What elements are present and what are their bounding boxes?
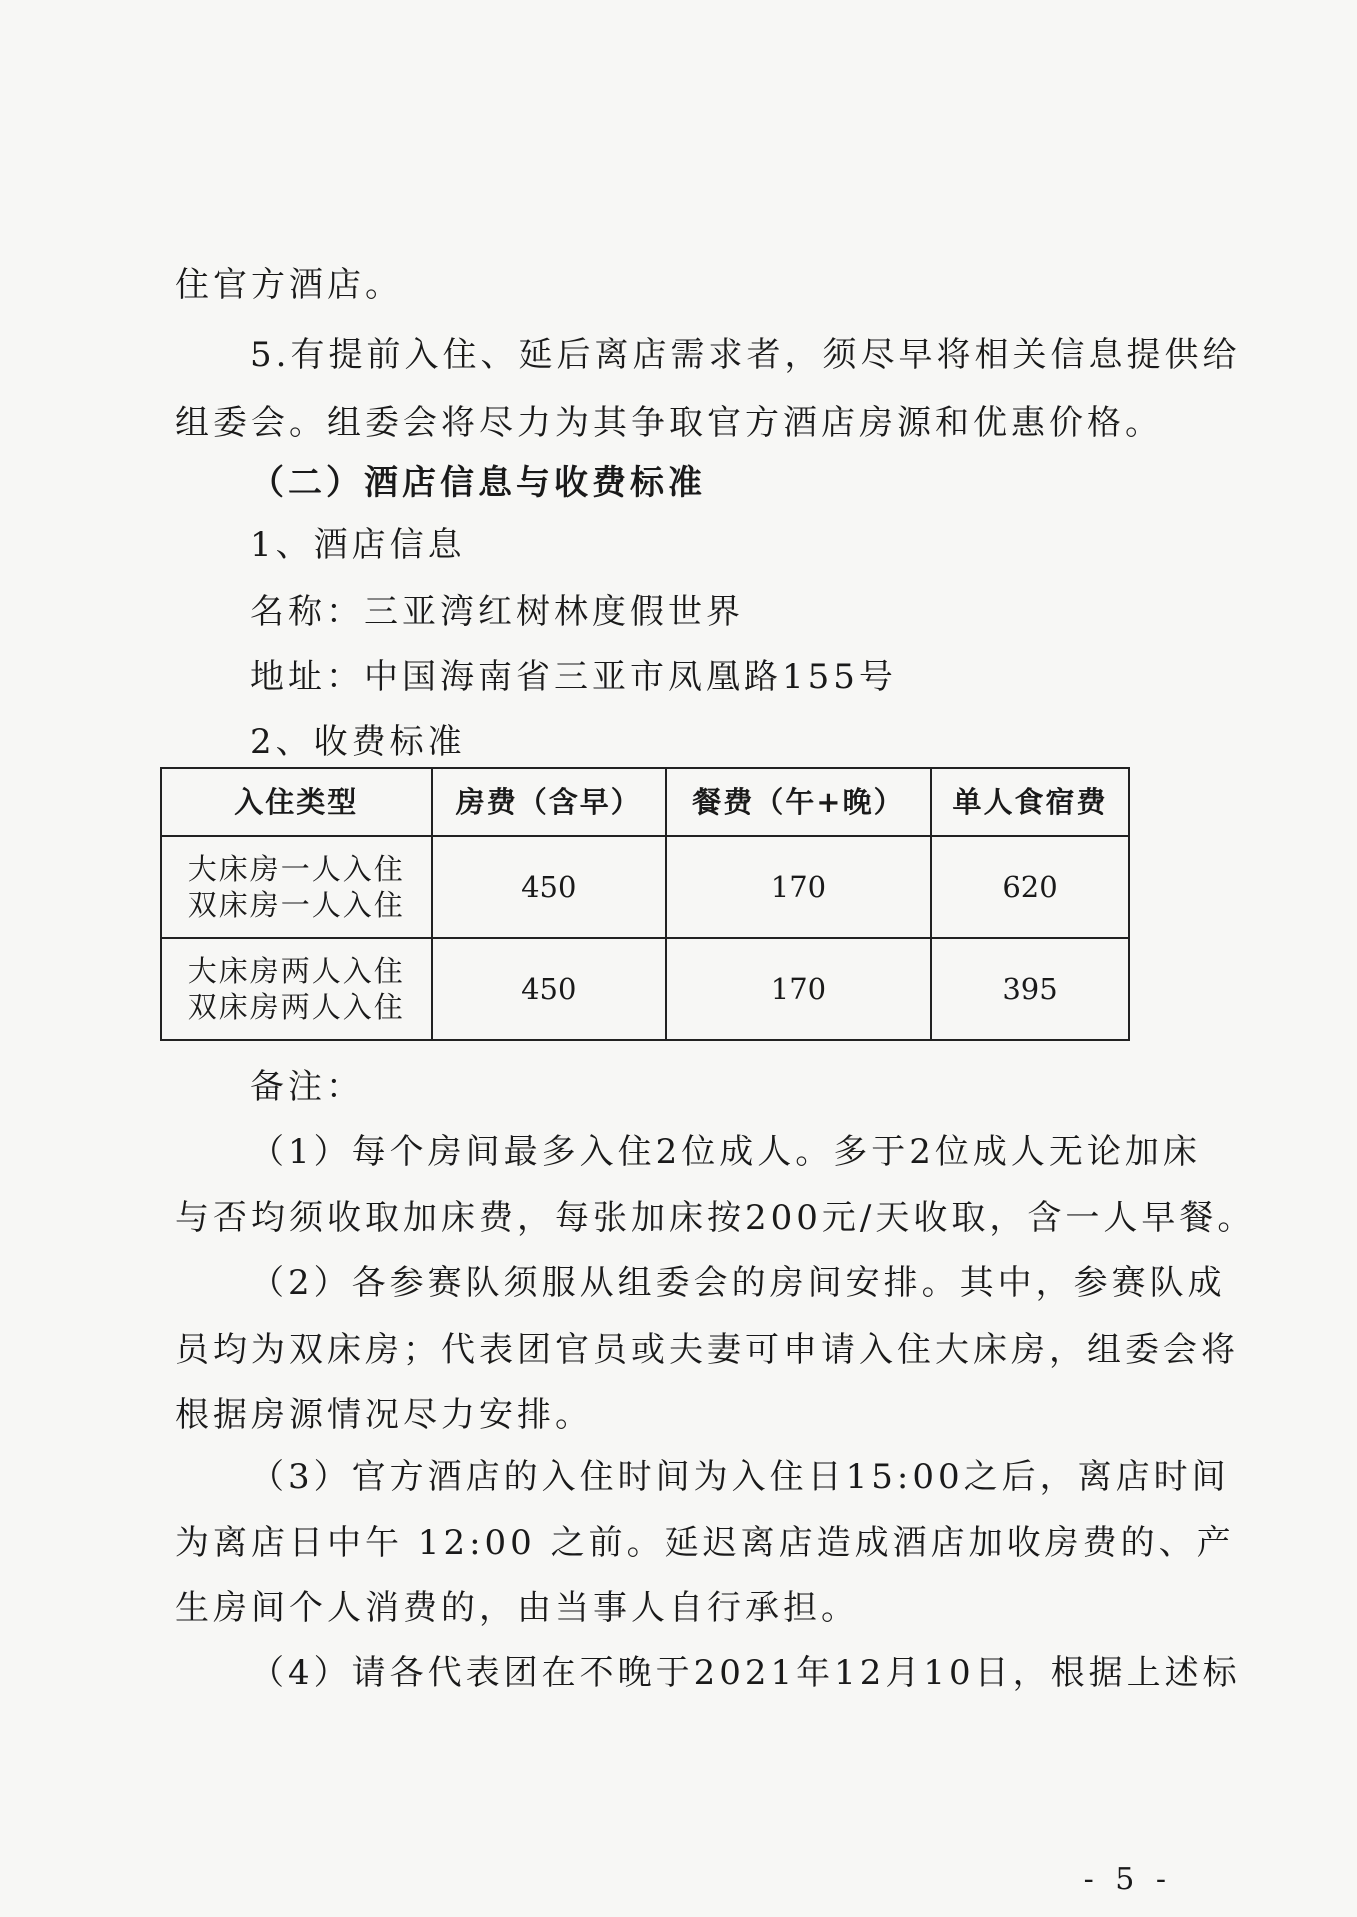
- note-line: 为离店日中午 12:00 之前。延迟离店造成酒店加收房费的、产: [175, 1523, 1235, 1563]
- meal-fee-cell: 170: [666, 836, 931, 938]
- total-fee-cell: 620: [931, 836, 1129, 938]
- paragraph-line: 住官方酒店。: [175, 265, 403, 305]
- table-header-cell: 房费（含早）: [432, 768, 666, 836]
- meal-fee-cell: 170: [666, 938, 931, 1040]
- room-type-line: 双床房两人入住: [187, 990, 405, 1024]
- room-type-line: 大床房一人入住: [187, 852, 405, 886]
- subheading: 2、收费标准: [250, 722, 466, 762]
- room-type-cell: [161, 836, 432, 938]
- note-line: （3）官方酒店的入住时间为入住日15:00之后，离店时间: [250, 1457, 1230, 1497]
- notes-title: 备注：: [250, 1067, 364, 1107]
- hotel-name: 名称：三亚湾红树林度假世界: [250, 592, 744, 632]
- room-type-line: 大床房两人入住: [187, 954, 405, 988]
- room-type-line: 双床房一人入住: [187, 888, 405, 922]
- note-line: 根据房源情况尽力安排。: [175, 1395, 593, 1435]
- room-type-cell: [161, 938, 432, 1040]
- paragraph-line: 组委会。组委会将尽力为其争取官方酒店房源和优惠价格。: [175, 403, 1163, 443]
- note-line: 生房间个人消费的，由当事人自行承担。: [175, 1588, 859, 1628]
- total-fee-cell: 395: [931, 938, 1129, 1040]
- room-fee-cell: 450: [432, 836, 666, 938]
- room-fee-cell: 450: [432, 938, 666, 1040]
- table-row: [161, 938, 1129, 1040]
- hotel-address: 地址：中国海南省三亚市凤凰路155号: [250, 657, 897, 697]
- table-header-cell: 入住类型: [161, 768, 432, 836]
- paragraph-line: 5.有提前入住、延后离店需求者，须尽早将相关信息提供给: [250, 335, 1241, 375]
- note-line: （4）请各代表团在不晚于2021年12月10日，根据上述标: [250, 1653, 1241, 1693]
- note-line: 与否均须收取加床费，每张加床按200元/天收取，含一人早餐。: [175, 1198, 1256, 1238]
- note-line: （2）各参赛队须服从组委会的房间安排。其中，参赛队成: [250, 1263, 1226, 1303]
- note-line: 员均为双床房；代表团官员或夫妻可申请入住大床房，组委会将: [175, 1330, 1239, 1370]
- section-heading: （二）酒店信息与收费标准: [250, 463, 706, 503]
- subheading: 1、酒店信息: [250, 525, 466, 565]
- table-header-cell: 餐费（午+晚）: [666, 768, 931, 836]
- table-row: [161, 836, 1129, 938]
- fee-table: [160, 767, 1130, 1041]
- table-header-row: [161, 768, 1129, 836]
- page-number: - 5 -: [1083, 1862, 1172, 1897]
- table-header-cell: 单人食宿费: [931, 768, 1129, 836]
- note-line: （1）每个房间最多入住2位成人。多于2位成人无论加床: [250, 1132, 1201, 1172]
